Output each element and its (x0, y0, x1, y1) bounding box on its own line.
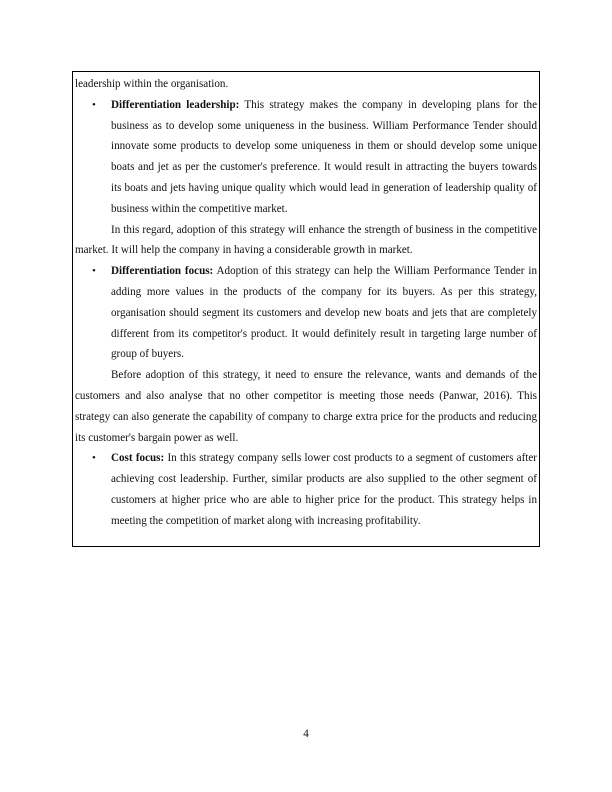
bullet-text: In this strategy company sells lower cost products to a segment of customers after achieving cost leadership. Further, similar products are also supplied to the other segment of customers at higher price who are able to higher price for the product. This strategy helps in meeting the competition of market along with increasing profitability. (111, 452, 537, 527)
bullet-dot-icon: • (92, 265, 96, 278)
content-box (72, 71, 540, 547)
bullet-cost-focus (75, 448, 537, 531)
intro-line: leadership within the organisation. (75, 78, 229, 90)
bullet-differentiation-leadership (75, 95, 537, 220)
paragraph-before-adoption: Before adoption of this strategy, it need to ensure the relevance, wants and demands of the customers and also analyse that no other competitor is meeting those needs (Panwar, 2016). This strategy can also generate the capability of company to charge extra price for the products and reducing its customer's bargain power as well. (75, 369, 537, 444)
bullet-dot-icon: • (92, 98, 96, 111)
bullet-text: Adoption of this strategy can help the William Performance Tender in adding more values in the products of the company for its buyers. As per this strategy, organisation should segment its customers and develop new boats and jets that are completely different from its competitor's product. It would definitely result in targeting large number of group of buyers. (111, 265, 537, 361)
bullet-heading: Differentiation leadership: (111, 98, 240, 111)
bullet-heading: Cost focus: (111, 452, 165, 465)
paragraph-regard: In this regard, adoption of this strategy will enhance the strength of business in the competitive market. It will help the company in having a considerable growth in market. (75, 223, 537, 257)
bullet-heading: Differentiation focus: (111, 265, 214, 278)
bullet-differentiation-focus (75, 261, 537, 365)
bullet-dot-icon: • (92, 452, 96, 465)
bullet-text: This strategy makes the company in developing plans for the business as to develop some uniqueness in the business. William Performance Tender should innovate some products to develop some uniqueness in them or should develop some unique boats and jet as per the customer's preference. It would result in attracting the buyers towards its boats and jets having unique quality which would lead in generation of leadership quality of business within the competitive market. (111, 98, 537, 215)
page-number: 4 (303, 728, 309, 740)
